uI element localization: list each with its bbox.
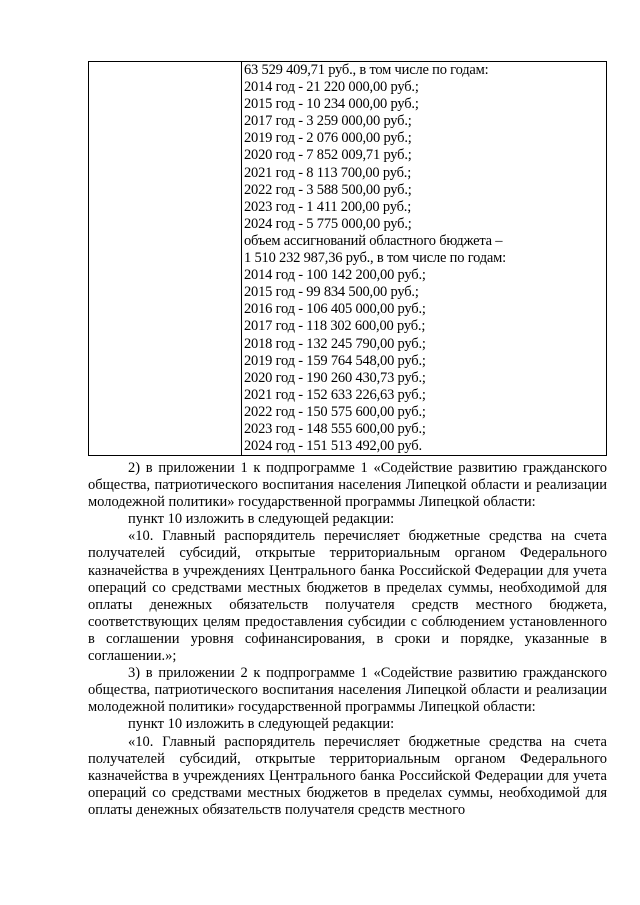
table-line: 2020 год - 7 852 009,71 руб.; (244, 147, 412, 164)
budget-table (88, 61, 607, 456)
table-line: 2020 год - 190 260 430,73 руб.; (244, 369, 426, 386)
table-line: 2017 год - 3 259 000,00 руб.; (244, 113, 412, 130)
table-line: 2017 год - 118 302 600,00 руб.; (244, 318, 426, 335)
table-line: 2015 год - 99 834 500,00 руб.; (244, 284, 419, 301)
table-line: 2022 год - 3 588 500,00 руб.; (244, 181, 412, 198)
table-line: 2019 год - 159 764 548,00 руб.; (244, 352, 426, 369)
table-left-cell (89, 62, 242, 456)
paragraph-quote: «10. Главный распорядитель перечисляет бюджетные средства на счета получателей субсидий, открытые территориальным органом Федерального казначейства в учреждениях Центрального банка Российской Федерации для учета операций со средствами местных бюджетов в пределах суммы, необходимой для оплаты денежных обязательств получателя средств местного бюджета, соответствующих целям предоставления субсидии с соблюдением установленного в соглашении уровня софинансирования, в сроки и порядке, указанные в соглашении.»; (88, 528, 607, 665)
table-line: 2021 год - 8 113 700,00 руб.; (244, 164, 412, 181)
table-line: 2023 год - 1 411 200,00 руб.; (244, 198, 412, 215)
table-line: 2015 год - 10 234 000,00 руб.; (244, 96, 419, 113)
table-row (89, 62, 607, 456)
paragraph-instruction: пункт 10 изложить в следующей редакции: (128, 511, 395, 528)
paragraph-instruction: пункт 10 изложить в следующей редакции: (128, 716, 395, 733)
table-line: объем ассигнований областного бюджета – (244, 232, 503, 249)
table-line: 2021 год - 152 633 226,63 руб.; (244, 386, 426, 403)
table-line: 63 529 409,71 руб., в том числе по годам: (244, 62, 489, 78)
table-line: 2014 год - 21 220 000,00 руб.; (244, 79, 419, 96)
table-line: 1 510 232 987,36 руб., в том числе по годам: (244, 250, 506, 267)
table-line: 2023 год - 148 555 600,00 руб.; (244, 420, 426, 437)
table-line: 2024 год - 151 513 492,00 руб. (244, 438, 422, 455)
paragraph-quote: «10. Главный распорядитель перечисляет бюджетные средства на счета получателей субсидий, открытые территориальным органом Федерального казначейства в учреждениях Центрального банка Российской Федерации для учета операций со средствами местных бюджетов в пределах суммы, необходимой для оплаты денежных обязательств получателя средств местного (88, 733, 607, 818)
table-line: 2022 год - 150 575 600,00 руб.; (244, 403, 426, 420)
table-line: 2014 год - 100 142 200,00 руб.; (244, 267, 426, 284)
paragraph-item-3: 3) в приложении 2 к подпрограмме 1 «Содействие развитию гражданского общества, патриотического воспитания населения Липецкой области и реализации молодежной политики» государственной программы Липецкой области: (88, 665, 607, 716)
table-line: 2016 год - 106 405 000,00 руб.; (244, 301, 426, 318)
table-line: 2019 год - 2 076 000,00 руб.; (244, 130, 412, 147)
table-right-cell (242, 62, 607, 456)
table-line: 2018 год - 132 245 790,00 руб.; (244, 335, 426, 352)
paragraph-item-2: 2) в приложении 1 к подпрограмме 1 «Содействие развитию гражданского общества, патриотического воспитания населения Липецкой области и реализации молодежной политики» государственной программы Липецкой области: (88, 460, 607, 511)
table-line: 2024 год - 5 775 000,00 руб.; (244, 215, 412, 232)
body-text (88, 460, 607, 819)
